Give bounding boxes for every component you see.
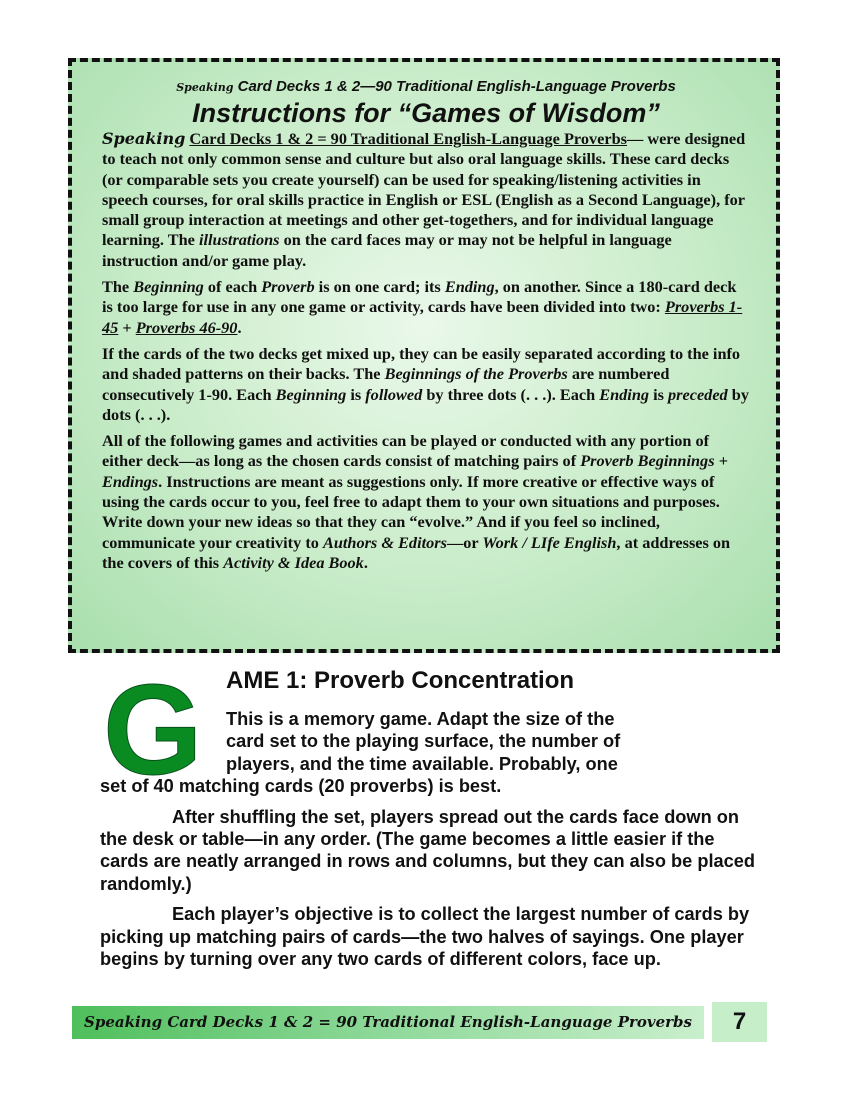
game-paragraph-2 xyxy=(100,806,760,896)
p3-italic-3: followed xyxy=(365,384,423,404)
paragraph-2 xyxy=(102,277,750,338)
footer-script-word: Speaking xyxy=(84,1013,163,1031)
p4-italic-4: Activity & Idea Book xyxy=(223,552,364,572)
header-text: Card Decks 1 & 2—90 Traditional English-Language Proverbs xyxy=(237,78,676,95)
p2-text-3: is on one card; its xyxy=(314,277,445,297)
p2-italic-3: Ending xyxy=(444,277,495,297)
game-paragraph-1 xyxy=(100,708,760,798)
game-p1-line-1: This is a memory game. Adapt the size of the xyxy=(226,709,615,729)
p2-text-1: The xyxy=(102,277,134,297)
p4-italic-2: Authors & Editors xyxy=(322,532,447,552)
page-title: Instructions for “Games of Wisdom” xyxy=(192,98,660,128)
p3-italic-1: Beginnings of the Proverbs xyxy=(384,364,568,384)
p3-italic-4: Ending xyxy=(599,384,650,404)
game-title: AME 1: Proverb Concentration xyxy=(226,667,575,694)
p1-italic-1: illustrations xyxy=(198,230,280,250)
game-p1-line-4: set of 40 matching cards (20 proverbs) is best. xyxy=(100,776,502,797)
footer-banner xyxy=(72,1006,704,1039)
p4-text-3: —or xyxy=(446,532,483,552)
footer-text: Card Decks 1 & 2 = 90 Traditional English-Language Proverbs xyxy=(167,1013,692,1031)
p4-text-2: . Instructions are meant as suggestions only. If more creative or effective ways of using the cards occur to you, feel free to adapt them to your own situations and purposes. Write down your new ideas so that they can “evolve.” And if you feel so inclined, communicate your creativity to xyxy=(102,471,720,552)
p3-italic-5: preceded xyxy=(668,384,728,404)
p1-text-2: on the card faces may or may not be helpful in language instruction and/or game play. xyxy=(102,230,672,270)
instructions-content xyxy=(102,78,750,579)
p3-text-2: are numbered consecutively 1-90. Each xyxy=(102,364,670,404)
p2-text-5: + xyxy=(118,317,136,337)
game-p1-line-2: card set to the playing surface, the number of xyxy=(226,731,621,752)
drop-cap-letter: G xyxy=(103,659,203,802)
paragraph-4 xyxy=(102,431,750,573)
p2-text-2: of each xyxy=(203,277,262,297)
p1-underlined-title: Card Decks 1 & 2 = 90 Traditional English-Language Proverbs xyxy=(189,129,627,148)
game-paragraph-3 xyxy=(100,903,760,970)
p1-script-word: Speaking xyxy=(102,129,186,148)
p4-text-1: All of the following games and activities can be played or conducted with any portion of either deck—as long as the chosen cards consist of matching pairs of xyxy=(102,431,710,471)
p4-italic-3: Work / LIfe English xyxy=(482,532,617,552)
box-header xyxy=(102,78,750,95)
instructions-box xyxy=(68,58,780,653)
header-script-word: Speaking xyxy=(176,81,234,94)
p2-italic-1: Beginning xyxy=(133,277,204,297)
p2-italic-2: Proverb xyxy=(261,277,315,297)
p3-text-3: is xyxy=(346,384,366,404)
p3-text-4: by three dots (. . .). Each xyxy=(422,384,600,404)
p2-text-6: . xyxy=(237,317,242,337)
p4-text-4: , at addresses on the covers of this xyxy=(102,532,731,572)
p3-text-1: If the cards of the two decks get mixed up, they can be easily separated according to the info and shaded patterns on their backs. The xyxy=(102,343,741,384)
p4-text-5: . xyxy=(363,552,368,572)
p4-italic-1: Proverb Beginnings + Endings xyxy=(102,451,728,491)
game-p2-text: After shuffling the set, players spread out the cards face down on the desk or table—in any order. (The game becomes a little easier if the cards are neatly arranged in rows and columns, but they can also be placed randomly.) xyxy=(100,806,755,894)
p3-text-6: by dots (. . .). xyxy=(102,384,749,424)
game-p1-line-3: players, and the time available. Probably, one xyxy=(226,753,618,774)
paragraph-1 xyxy=(102,129,750,271)
game-p3-text: Each player’s objective is to collect the largest number of cards by picking up matching pairs of cards—the two halves of sayings. One player begins by turning over any two cards of different colors, face up. xyxy=(100,904,750,970)
p2-underlined-1: Proverbs 1-45 xyxy=(102,297,743,337)
page-number: 7 xyxy=(712,1002,767,1042)
p2-text-4: , on another. Since a 180-card deck is too large for use in any one game or activity, cards have been divided into two: xyxy=(102,277,737,317)
p3-italic-2: Beginning xyxy=(275,384,347,404)
paragraph-3 xyxy=(102,344,750,425)
p2-underlined-2: Proverbs 46-90 xyxy=(135,317,238,337)
p3-text-5: is xyxy=(649,384,669,404)
game-instructions xyxy=(100,708,760,978)
p1-text-1: — were designed to teach not only common sense and culture but also oral language skills. These card decks (or comparable sets you create yourself) can be used for speaking/listening activities in speech courses, for oral skills practice in English or ESL (English as a Second Language), for small group interaction at meetings and other get-togethers, and for individual language learning. The xyxy=(102,129,746,250)
